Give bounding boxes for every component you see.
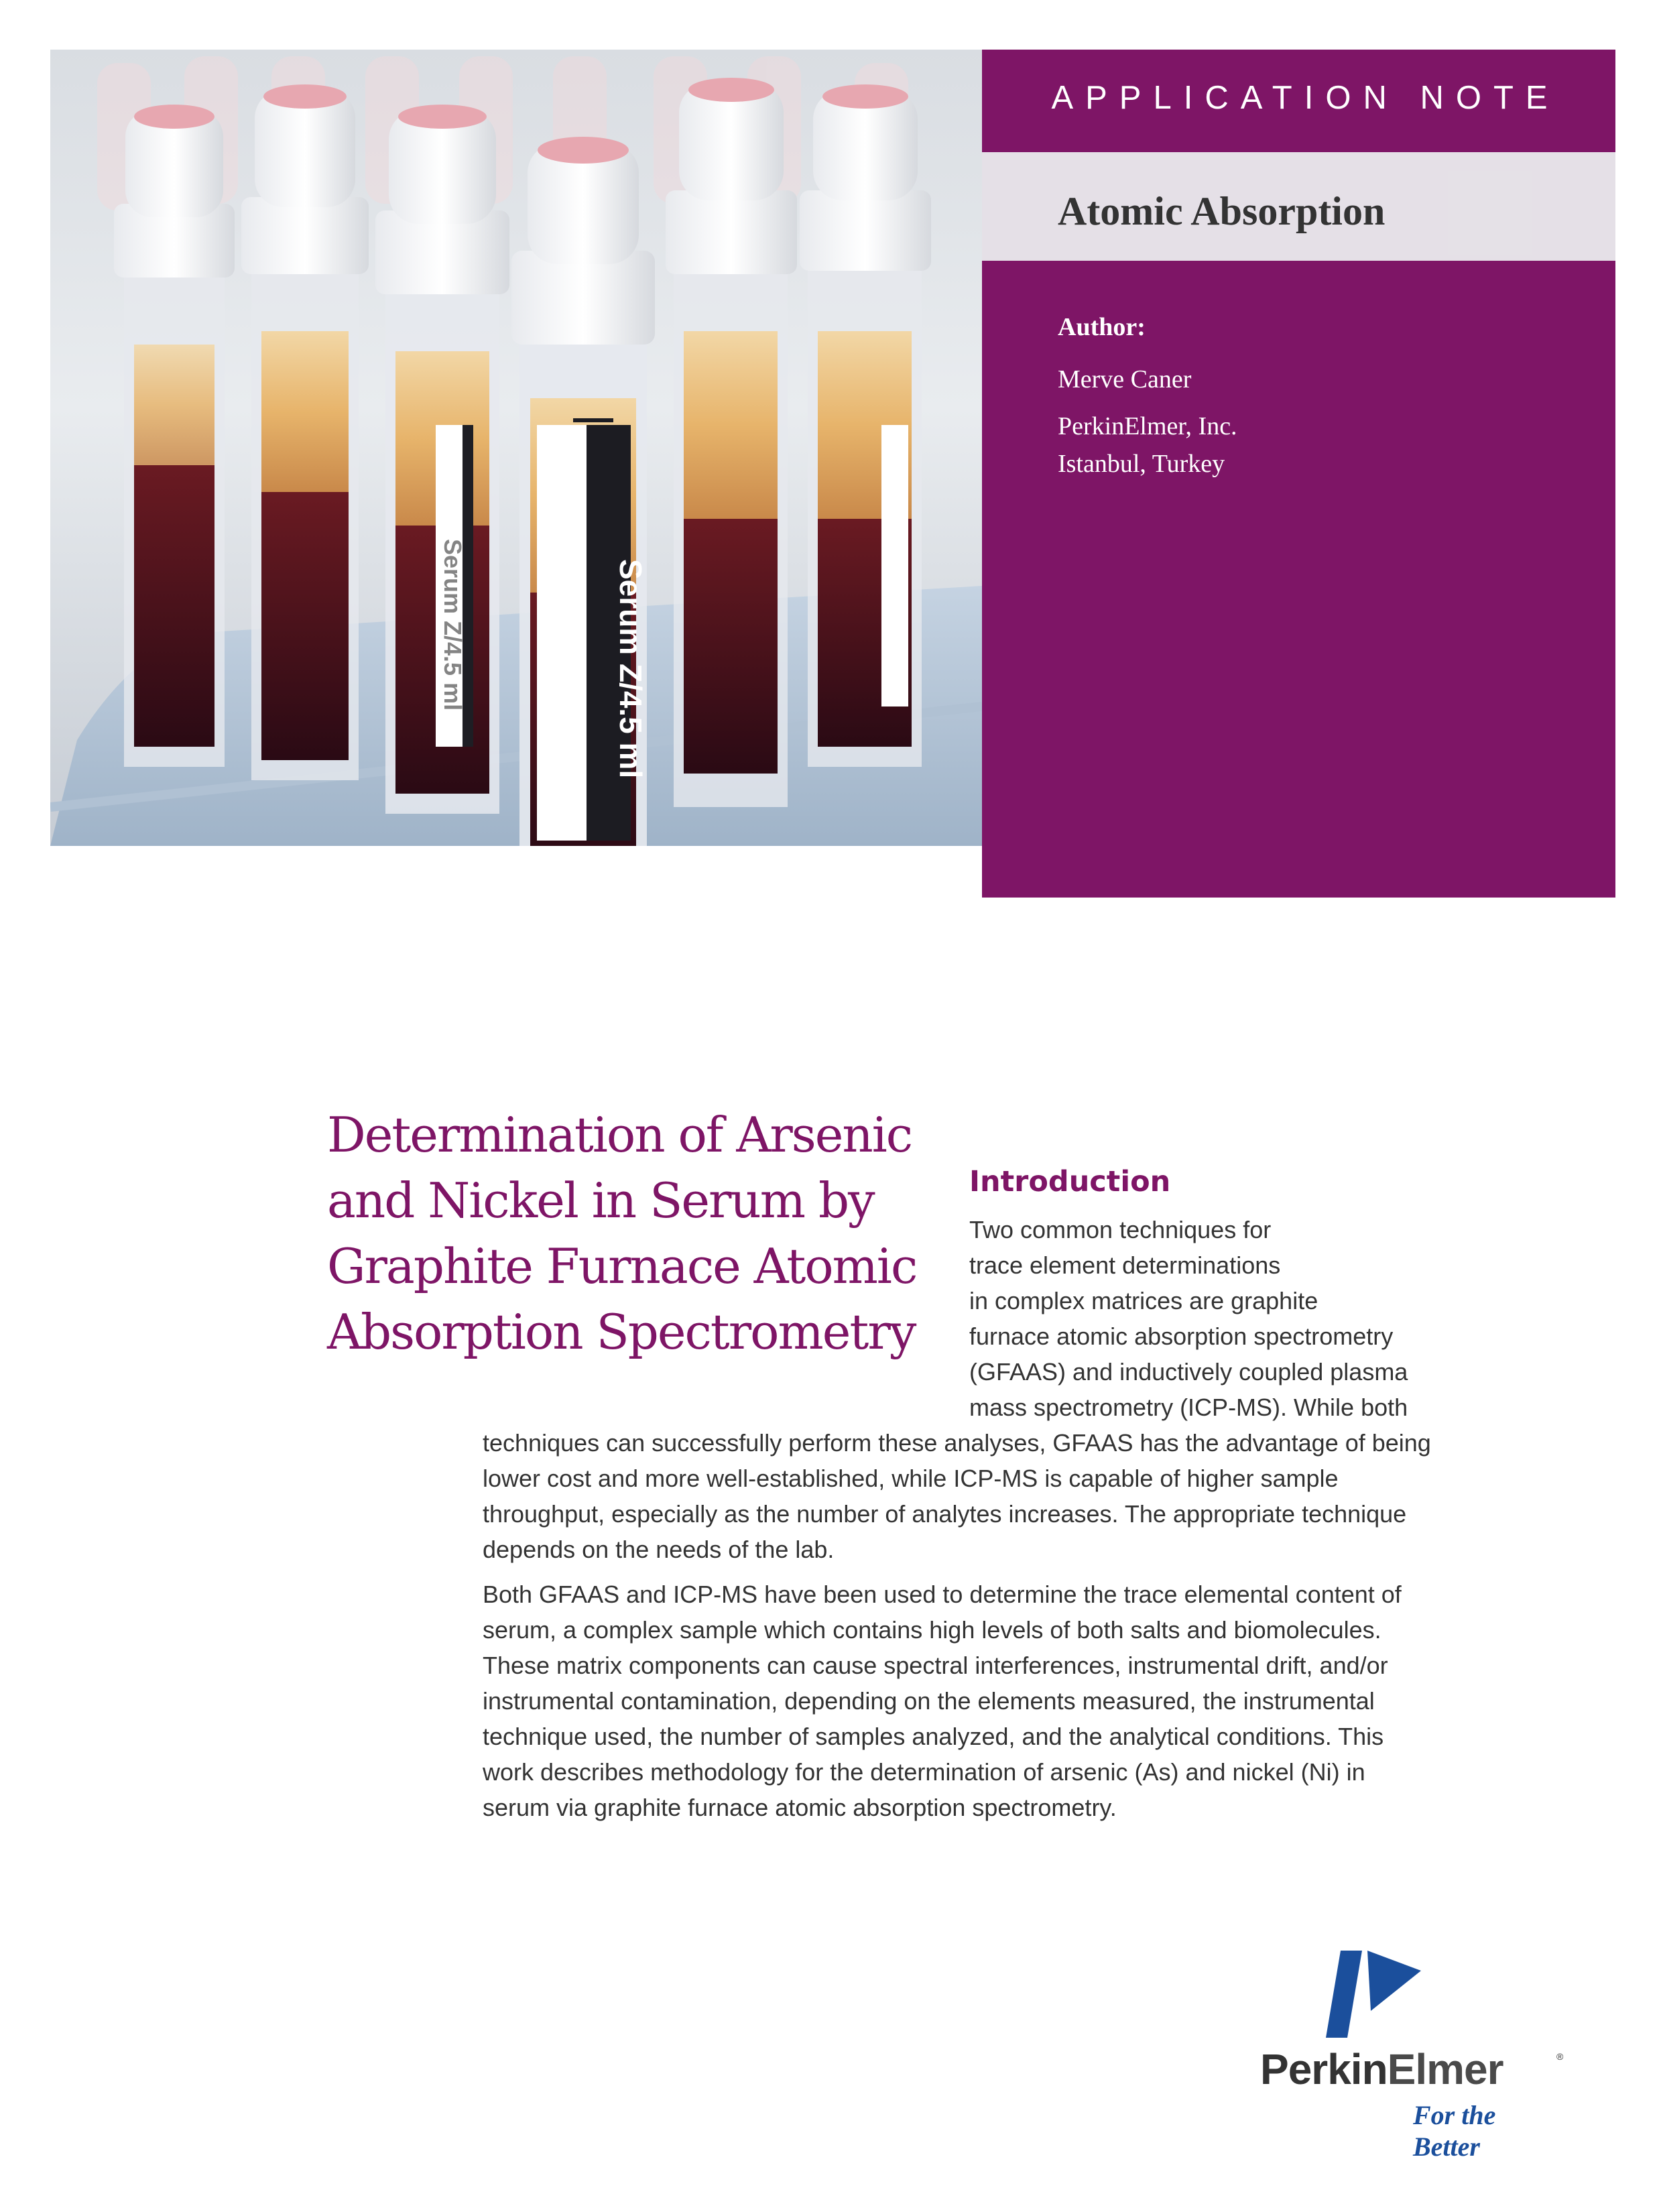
intro-line: mass spectrometry (ICP-MS). While both [969, 1394, 1408, 1421]
paragraph-line: work describes methodology for the determination of arsenic (As) and nickel (Ni) in [483, 1758, 1365, 1786]
header-panel [982, 50, 1615, 898]
paragraph-line: instrumental contamination, depending on the elements measured, the instrumental [483, 1687, 1375, 1715]
paragraph-line: Both GFAAS and ICP-MS have been used to determine the trace elemental content of [483, 1581, 1402, 1608]
logo-wordmark [1260, 2044, 1503, 2094]
title-line: Graphite Furnace Atomic [327, 1238, 917, 1294]
title-line: Determination of Arsenic [327, 1107, 912, 1163]
paragraph-line: depends on the needs of the lab. [483, 1536, 835, 1563]
paragraph-line: These matrix components can cause spectral interferences, instrumental drift, and/or [483, 1652, 1388, 1679]
author-location: Istanbul, Turkey [1058, 450, 1225, 478]
intro-line: in complex matrices are graphite [969, 1287, 1318, 1314]
intro-line: (GFAAS) and inductively coupled plasma [969, 1358, 1408, 1386]
title-line: and Nickel in Serum by [327, 1172, 874, 1229]
serum-tubes-illustration [50, 50, 982, 846]
author-name: Merve Caner [1058, 365, 1192, 393]
intro-paragraph-1 [483, 1425, 1431, 1567]
perkinelmer-p-icon [1320, 1944, 1455, 2044]
paragraph-line: serum, a complex sample which contains high levels of both salts and biomolecules. [483, 1616, 1381, 1644]
registered-mark: ® [1556, 2051, 1564, 2062]
author-label: Author: [1058, 313, 1146, 341]
paragraph-line: throughput, especially as the number of analytes increases. The appropriate technique [483, 1500, 1407, 1528]
tube-label-main: Serum Z/4.5 ml [613, 559, 648, 779]
intro-line: trace element determinations [969, 1251, 1281, 1279]
logo-word-perkin: Perkin [1260, 2045, 1388, 2093]
intro-line: Two common techniques for [969, 1216, 1272, 1243]
intro-column-text [969, 1212, 1408, 1425]
category-title: Atomic Absorption [1058, 189, 1386, 233]
paragraph-line: lower cost and more well-established, while ICP-MS is capable of higher sample [483, 1465, 1339, 1492]
logo-tagline: For the Better [1413, 2100, 1496, 2162]
perkinelmer-logo [1253, 1944, 1569, 2162]
document-title [327, 1102, 930, 1365]
intro-line: furnace atomic absorption spectrometry [969, 1323, 1394, 1350]
intro-paragraph-2 [483, 1577, 1402, 1825]
hero-photo [50, 50, 982, 846]
doc-type-label: APPLICATION NOTE [1051, 80, 1560, 116]
title-line: Absorption Spectrometry [327, 1304, 916, 1360]
author-org: PerkinElmer, Inc. [1058, 412, 1237, 440]
category-band [982, 152, 1615, 261]
doc-type-bar [982, 50, 1615, 152]
tube-label-side: Serum Z/4.5 ml [439, 539, 467, 711]
logo-word-elmer: Elmer [1387, 2045, 1503, 2093]
paragraph-line: serum via graphite furnace atomic absorption spectrometry. [483, 1794, 1117, 1821]
paragraph-line: techniques can successfully perform these analyses, GFAAS has the advantage of being [483, 1429, 1431, 1457]
introduction-heading: Introduction [969, 1165, 1171, 1199]
paragraph-line: technique used, the number of samples analyzed, and the analytical conditions. This [483, 1723, 1384, 1750]
